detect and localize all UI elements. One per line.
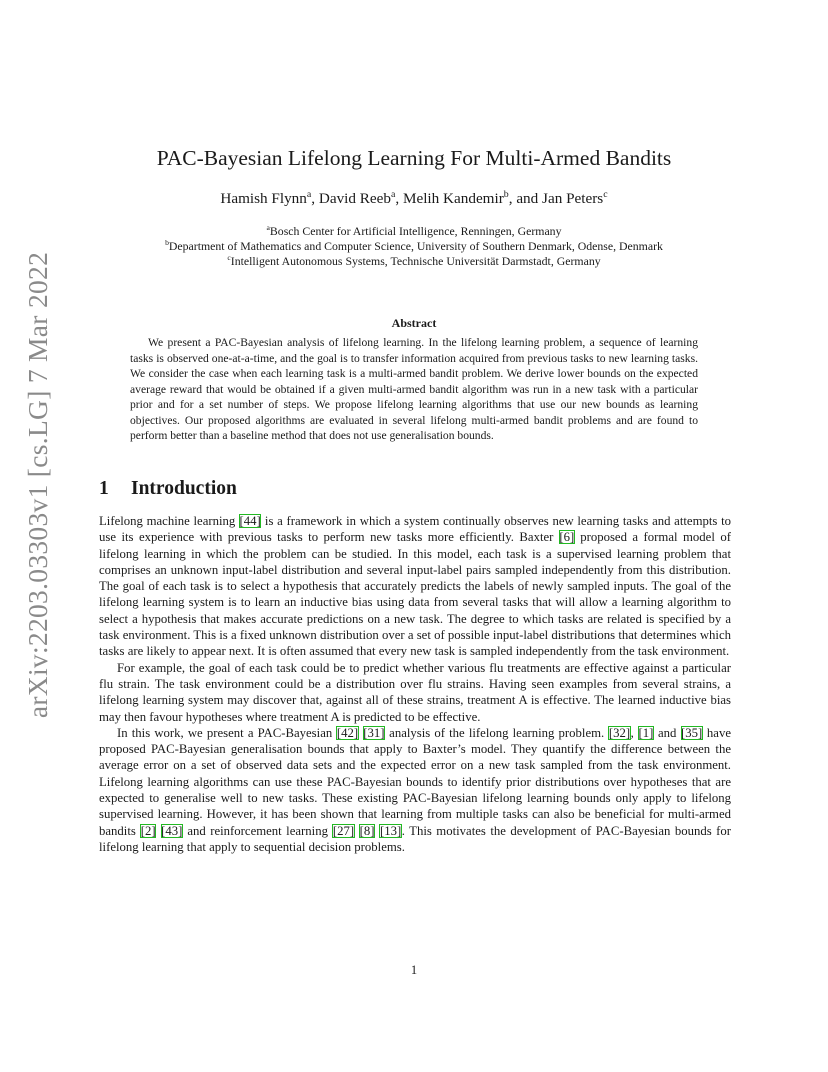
- affiliation-text: Bosch Center for Artificial Intelligence, Renningen, Germany: [269, 224, 562, 238]
- text-run: ,: [630, 725, 638, 740]
- section-heading: [99, 478, 237, 500]
- citation-link[interactable]: [6]: [559, 530, 575, 545]
- author-name: Hamish Flynn: [220, 190, 307, 207]
- affiliation: [0, 239, 828, 254]
- text-run: analysis of the lifelong learning problem.: [385, 725, 609, 740]
- author-affiliation-mark: b: [503, 188, 509, 200]
- abstract-heading: Abstract: [391, 316, 437, 330]
- affiliation-text: Intelligent Autonomous Systems, Technische Universität Darmstadt, Germany: [230, 254, 601, 268]
- citation-link[interactable]: [2]: [140, 823, 156, 838]
- affiliation-mark: b: [165, 238, 169, 248]
- citation-link[interactable]: [1]: [638, 725, 654, 740]
- author-name: Jan Peters: [542, 190, 604, 207]
- citation-link[interactable]: [13]: [379, 823, 402, 838]
- citation-link[interactable]: [44]: [239, 514, 261, 528]
- affiliation: [0, 254, 828, 269]
- paper-title: PAC-Bayesian Lifelong Learning For Multi-Armed Bandits: [156, 146, 672, 170]
- paragraph: [99, 725, 731, 855]
- paragraph: For example, the goal of each task could be to predict whether various flu treatments are effective against a particular flu strain. The task environment could be a distribution over flu strains. Having seen examples from several strains, a lifelong learning system may discover that, against all of these strains, treatment A is effective. The learned inductive bias may then favour hypotheses where treatment A is predicted to be effective.: [99, 660, 731, 724]
- citation-link[interactable]: [31]: [363, 725, 385, 740]
- citation-link[interactable]: [27]: [332, 823, 355, 838]
- paragraph: [99, 513, 731, 660]
- citation-link[interactable]: [35]: [681, 725, 703, 740]
- text-run: [156, 824, 160, 838]
- section-title: Introduction: [131, 478, 237, 499]
- text-run: is a framework in which a system continually observes new learning tasks and attempts to use its experience with previous tasks to perform new tasks more efficiently. Baxter: [99, 514, 731, 545]
- page-number: 1: [410, 963, 418, 977]
- text-run: and: [653, 725, 681, 740]
- arxiv-identifier-text: arXiv:2203.03303v1 [cs.LG] 7 Mar 2022: [22, 251, 53, 719]
- author-name: David Reeb: [318, 190, 391, 207]
- citation-link[interactable]: [8]: [359, 823, 375, 838]
- text-run: Lifelong machine learning: [99, 514, 239, 528]
- affiliation-mark: a: [266, 223, 270, 233]
- text-run: have proposed PAC-Bayesian generalisation bounds that apply to Baxter’s model. They quantify the difference between the average error on a set of observed data sets and the expected error on a new task sampled from the task environment. Lifelong learning algorithms can use these PAC-Bayesian bounds to identify prior distributions over hypotheses that are expected to generalise well to new tasks. These existing PAC-Bayesian lifelong learning bounds only apply to lifelong supervised learning. However, it has been shown that learning from multiple tasks can also be beneficial for multi-armed bandits: [99, 725, 731, 838]
- author-list: Hamish Flynn$^a$, David Reeb$^a$, Melih Kandemir$^b$, and Jan Peters$^c$: [220, 188, 608, 207]
- author-affiliation-mark: a: [306, 188, 312, 200]
- author-affiliation-mark: c: [603, 188, 608, 200]
- citation-link[interactable]: [32]: [608, 725, 631, 740]
- text-run: . This motivates the development of PAC-Bayesian bounds for lifelong learning that apply to sequential decision problems.: [99, 823, 731, 854]
- affiliation-text: Department of Mathematics and Computer Science, University of Southern Denmark, Odense, Denmark: [168, 239, 663, 253]
- affiliation-mark: c: [227, 253, 231, 263]
- body-text: [99, 513, 731, 855]
- affiliation: [0, 224, 828, 239]
- citation-link[interactable]: [42]: [336, 725, 359, 740]
- author-name: Melih Kandemir: [402, 190, 504, 207]
- text-run: and reinforcement learning: [182, 823, 333, 838]
- author-affiliation-mark: a: [390, 188, 396, 200]
- text-run: In this work, we present a PAC-Bayesian: [117, 725, 337, 740]
- arxiv-identifier: [18, 251, 58, 719]
- citation-link[interactable]: [43]: [161, 823, 183, 838]
- text-run: proposed a formal model of lifelong learning in which the problem can be studied. In this model, each task is a supervised learning problem that comprises an unknown input-label distribution and several input-label pairs sampled independently from this distribution. The goal of each task is to select a hypothesis that accurately predicts the labels of newly sampled inputs. The goal of the lifelong learning system is to learn an inductive bias using data from several tasks that will allow a learning algorithm to select a hypothesis that makes accurate predictions on a new task. The degree to which tasks are related is specified by a task environment. This is a fixed unknown distribution over a set of possible input-label distributions that determines which tasks are likely to appear next. It is often assumed that every new task is sampled independently from the task environment.: [99, 530, 731, 659]
- section-number: 1: [99, 478, 109, 499]
- abstract-text: We present a PAC-Bayesian analysis of lifelong learning. In the lifelong learning problem, a sequence of learning tasks is observed one-at-a-time, and the goal is to transfer information acquired from previous tasks to new learning tasks. We consider the case when each learning task is a multi-armed bandit problem. We derive lower bounds on the expected average reward that would be obtained if a given multi-armed bandit algorithm was run in a new task with a particular prior and for a set number of steps. We propose lifelong learning algorithms that use our new bounds as learning objectives. Our proposed algorithms are evaluated in several lifelong multi-armed bandit problems and are found to perform better than a baseline method that does not use generalisation bounds.: [130, 336, 698, 443]
